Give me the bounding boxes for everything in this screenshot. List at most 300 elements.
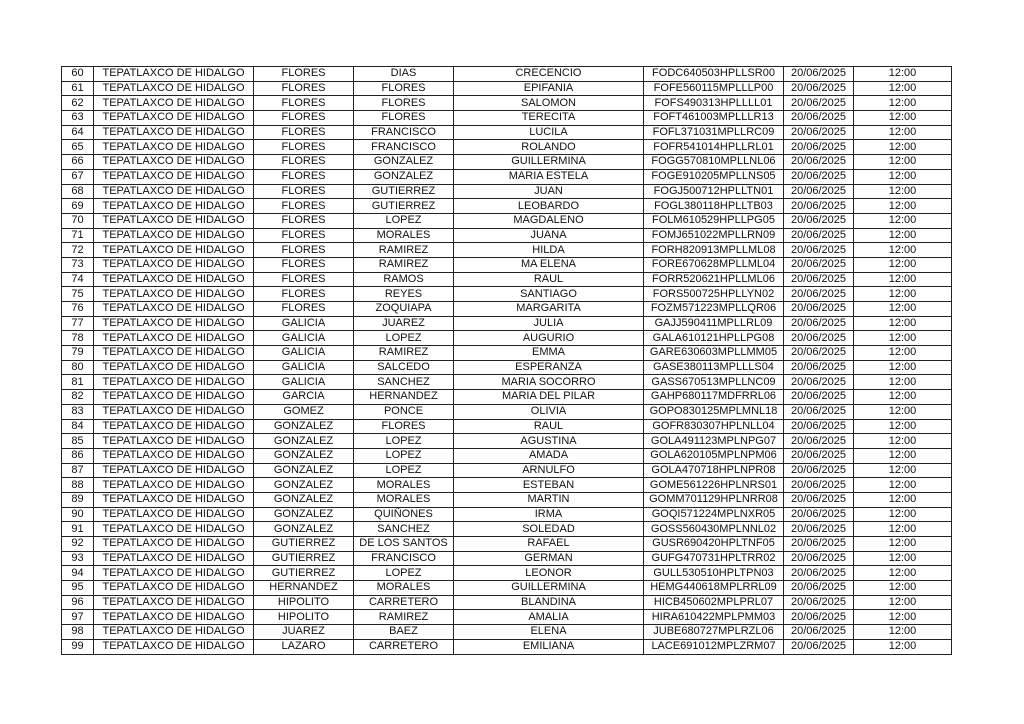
row-number-cell: 85 <box>62 434 94 449</box>
row-number-cell: 94 <box>62 566 94 581</box>
given-name-cell: ARNULFO <box>454 463 644 478</box>
locality-cell: TEPATLAXCO DE HIDALGO <box>94 610 254 625</box>
given-name-cell: ROLANDO <box>454 140 644 155</box>
row-number-cell: 62 <box>62 96 94 111</box>
curp-cell: GOFR830307HPLNLL04 <box>644 419 784 434</box>
date-cell: 20/06/2025 <box>784 566 854 581</box>
first-surname-cell: FLORES <box>254 199 354 214</box>
table-row <box>62 625 952 640</box>
given-name-cell: MA ELENA <box>454 257 644 272</box>
curp-cell: FOGE910205MPLLNS05 <box>644 169 784 184</box>
row-number-cell: 88 <box>62 478 94 493</box>
second-surname-cell: SALCEDO <box>354 360 454 375</box>
second-surname-cell: MORALES <box>354 478 454 493</box>
time-cell: 12:00 <box>854 287 952 302</box>
time-cell: 12:00 <box>854 375 952 390</box>
second-surname-cell: MORALES <box>354 492 454 507</box>
date-cell: 20/06/2025 <box>784 228 854 243</box>
time-cell: 12:00 <box>854 419 952 434</box>
locality-cell: TEPATLAXCO DE HIDALGO <box>94 243 254 258</box>
second-surname-cell: RAMIREZ <box>354 346 454 361</box>
second-surname-cell: QUIÑONES <box>354 507 454 522</box>
curp-cell: FOGG570810MPLLNL06 <box>644 155 784 170</box>
locality-cell: TEPATLAXCO DE HIDALGO <box>94 551 254 566</box>
curp-cell: FORE670628MPLLML04 <box>644 257 784 272</box>
given-name-cell: AMADA <box>454 448 644 463</box>
table-row <box>62 639 952 654</box>
curp-cell: FORH820913MPLLML08 <box>644 243 784 258</box>
curp-cell: HIRA610422MPLPMM03 <box>644 610 784 625</box>
locality-cell: TEPATLAXCO DE HIDALGO <box>94 302 254 317</box>
given-name-cell: RAUL <box>454 272 644 287</box>
table-row <box>62 566 952 581</box>
curp-cell: JUBE680727MPLRZL06 <box>644 625 784 640</box>
first-surname-cell: GUTIERREZ <box>254 537 354 552</box>
row-number-cell: 65 <box>62 140 94 155</box>
first-surname-cell: GARCIA <box>254 390 354 405</box>
locality-cell: TEPATLAXCO DE HIDALGO <box>94 537 254 552</box>
table-row <box>62 184 952 199</box>
table-row <box>62 346 952 361</box>
given-name-cell: GERMAN <box>454 551 644 566</box>
given-name-cell: ELENA <box>454 625 644 640</box>
date-cell: 20/06/2025 <box>784 419 854 434</box>
first-surname-cell: GONZALEZ <box>254 492 354 507</box>
first-surname-cell: GALICIA <box>254 316 354 331</box>
first-surname-cell: FLORES <box>254 81 354 96</box>
curp-cell: GOLA491123MPLNPG07 <box>644 434 784 449</box>
time-cell: 12:00 <box>854 96 952 111</box>
table-row <box>62 551 952 566</box>
time-cell: 12:00 <box>854 331 952 346</box>
locality-cell: TEPATLAXCO DE HIDALGO <box>94 199 254 214</box>
table-row <box>62 155 952 170</box>
first-surname-cell: GALICIA <box>254 346 354 361</box>
curp-cell: FOFE560115MPLLLP00 <box>644 81 784 96</box>
second-surname-cell: FRANCISCO <box>354 551 454 566</box>
date-cell: 20/06/2025 <box>784 316 854 331</box>
second-surname-cell: CARRETERO <box>354 595 454 610</box>
second-surname-cell: DIAS <box>354 67 454 82</box>
date-cell: 20/06/2025 <box>784 448 854 463</box>
locality-cell: TEPATLAXCO DE HIDALGO <box>94 434 254 449</box>
first-surname-cell: HIPOLITO <box>254 595 354 610</box>
curp-cell: GOLA620105MPLNPM06 <box>644 448 784 463</box>
curp-cell: LACE691012MPLZRM07 <box>644 639 784 654</box>
curp-cell: GULL530510HPLTPN03 <box>644 566 784 581</box>
time-cell: 12:00 <box>854 390 952 405</box>
row-number-cell: 71 <box>62 228 94 243</box>
date-cell: 20/06/2025 <box>784 81 854 96</box>
first-surname-cell: FLORES <box>254 257 354 272</box>
date-cell: 20/06/2025 <box>784 287 854 302</box>
second-surname-cell: MORALES <box>354 228 454 243</box>
time-cell: 12:00 <box>854 610 952 625</box>
date-cell: 20/06/2025 <box>784 522 854 537</box>
locality-cell: TEPATLAXCO DE HIDALGO <box>94 96 254 111</box>
row-number-cell: 90 <box>62 507 94 522</box>
locality-cell: TEPATLAXCO DE HIDALGO <box>94 111 254 126</box>
second-surname-cell: PONCE <box>354 404 454 419</box>
given-name-cell: MARTIN <box>454 492 644 507</box>
locality-cell: TEPATLAXCO DE HIDALGO <box>94 316 254 331</box>
second-surname-cell: MORALES <box>354 581 454 596</box>
time-cell: 12:00 <box>854 155 952 170</box>
given-name-cell: MARGARITA <box>454 302 644 317</box>
first-surname-cell: LAZARO <box>254 639 354 654</box>
second-surname-cell: GUTIERREZ <box>354 199 454 214</box>
locality-cell: TEPATLAXCO DE HIDALGO <box>94 625 254 640</box>
time-cell: 12:00 <box>854 111 952 126</box>
curp-cell: FOFL371031MPLLRC09 <box>644 125 784 140</box>
row-number-cell: 75 <box>62 287 94 302</box>
locality-cell: TEPATLAXCO DE HIDALGO <box>94 257 254 272</box>
given-name-cell: ESTEBAN <box>454 478 644 493</box>
given-name-cell: LEONOR <box>454 566 644 581</box>
given-name-cell: JUAN <box>454 184 644 199</box>
second-surname-cell: LOPEZ <box>354 434 454 449</box>
second-surname-cell: FLORES <box>354 419 454 434</box>
curp-cell: FOLM610529HPLLPG05 <box>644 213 784 228</box>
time-cell: 12:00 <box>854 257 952 272</box>
curp-cell: GOME561226HPLNRS01 <box>644 478 784 493</box>
table-row <box>62 243 952 258</box>
first-surname-cell: GONZALEZ <box>254 434 354 449</box>
second-surname-cell: RAMIREZ <box>354 610 454 625</box>
curp-cell: FORR520621HPLLML06 <box>644 272 784 287</box>
date-cell: 20/06/2025 <box>784 184 854 199</box>
date-cell: 20/06/2025 <box>784 331 854 346</box>
given-name-cell: JULIA <box>454 316 644 331</box>
date-cell: 20/06/2025 <box>784 111 854 126</box>
second-surname-cell: JUAREZ <box>354 316 454 331</box>
table-row <box>62 478 952 493</box>
second-surname-cell: LOPEZ <box>354 566 454 581</box>
curp-cell: HEMG440618MPLRRL09 <box>644 581 784 596</box>
table-row <box>62 67 952 82</box>
table-row <box>62 492 952 507</box>
locality-cell: TEPATLAXCO DE HIDALGO <box>94 639 254 654</box>
date-cell: 20/06/2025 <box>784 610 854 625</box>
date-cell: 20/06/2025 <box>784 169 854 184</box>
table-row <box>62 581 952 596</box>
curp-cell: GUSR690420HPLTNF05 <box>644 537 784 552</box>
time-cell: 12:00 <box>854 507 952 522</box>
time-cell: 12:00 <box>854 463 952 478</box>
given-name-cell: LEOBARDO <box>454 199 644 214</box>
time-cell: 12:00 <box>854 199 952 214</box>
table-row <box>62 125 952 140</box>
curp-cell: FOFS490313HPLLLL01 <box>644 96 784 111</box>
time-cell: 12:00 <box>854 302 952 317</box>
first-surname-cell: FLORES <box>254 228 354 243</box>
time-cell: 12:00 <box>854 639 952 654</box>
date-cell: 20/06/2025 <box>784 595 854 610</box>
second-surname-cell: ZOQUIAPA <box>354 302 454 317</box>
date-cell: 20/06/2025 <box>784 346 854 361</box>
date-cell: 20/06/2025 <box>784 639 854 654</box>
date-cell: 20/06/2025 <box>784 478 854 493</box>
second-surname-cell: RAMIREZ <box>354 257 454 272</box>
table-row <box>62 463 952 478</box>
row-number-cell: 67 <box>62 169 94 184</box>
row-number-cell: 72 <box>62 243 94 258</box>
curp-cell: GOPO830125MPLMNL18 <box>644 404 784 419</box>
time-cell: 12:00 <box>854 169 952 184</box>
given-name-cell: MAGDALENO <box>454 213 644 228</box>
curp-cell: GAHP680117MDFRRL06 <box>644 390 784 405</box>
time-cell: 12:00 <box>854 566 952 581</box>
first-surname-cell: GONZALEZ <box>254 463 354 478</box>
first-surname-cell: GONZALEZ <box>254 478 354 493</box>
date-cell: 20/06/2025 <box>784 463 854 478</box>
locality-cell: TEPATLAXCO DE HIDALGO <box>94 346 254 361</box>
time-cell: 12:00 <box>854 346 952 361</box>
locality-cell: TEPATLAXCO DE HIDALGO <box>94 522 254 537</box>
date-cell: 20/06/2025 <box>784 302 854 317</box>
curp-cell: FOFR541014HPLLRL01 <box>644 140 784 155</box>
row-number-cell: 87 <box>62 463 94 478</box>
date-cell: 20/06/2025 <box>784 140 854 155</box>
locality-cell: TEPATLAXCO DE HIDALGO <box>94 67 254 82</box>
time-cell: 12:00 <box>854 81 952 96</box>
date-cell: 20/06/2025 <box>784 155 854 170</box>
curp-cell: GALA610121HPLLPG08 <box>644 331 784 346</box>
table-row <box>62 390 952 405</box>
second-surname-cell: FRANCISCO <box>354 140 454 155</box>
table-row <box>62 140 952 155</box>
given-name-cell: SALOMON <box>454 96 644 111</box>
time-cell: 12:00 <box>854 581 952 596</box>
given-name-cell: IRMA <box>454 507 644 522</box>
row-number-cell: 64 <box>62 125 94 140</box>
table-row <box>62 375 952 390</box>
table-row <box>62 257 952 272</box>
given-name-cell: EPIFANIA <box>454 81 644 96</box>
second-surname-cell: FRANCISCO <box>354 125 454 140</box>
curp-cell: FOGJ500712HPLLTN01 <box>644 184 784 199</box>
date-cell: 20/06/2025 <box>784 96 854 111</box>
second-surname-cell: DE LOS SANTOS <box>354 537 454 552</box>
second-surname-cell: LOPEZ <box>354 463 454 478</box>
second-surname-cell: GONZALEZ <box>354 169 454 184</box>
time-cell: 12:00 <box>854 360 952 375</box>
first-surname-cell: FLORES <box>254 272 354 287</box>
table-row <box>62 228 952 243</box>
document-page <box>61 66 951 655</box>
locality-cell: TEPATLAXCO DE HIDALGO <box>94 404 254 419</box>
curp-cell: GOMM701129HPLNRR08 <box>644 492 784 507</box>
table-row <box>62 331 952 346</box>
table-row <box>62 404 952 419</box>
second-surname-cell: SANCHEZ <box>354 522 454 537</box>
given-name-cell: EMMA <box>454 346 644 361</box>
row-number-cell: 79 <box>62 346 94 361</box>
given-name-cell: JUANA <box>454 228 644 243</box>
time-cell: 12:00 <box>854 434 952 449</box>
table-row <box>62 507 952 522</box>
curp-cell: GASS670513MPLLNC09 <box>644 375 784 390</box>
given-name-cell: ESPERANZA <box>454 360 644 375</box>
first-surname-cell: FLORES <box>254 287 354 302</box>
locality-cell: TEPATLAXCO DE HIDALGO <box>94 375 254 390</box>
locality-cell: TEPATLAXCO DE HIDALGO <box>94 566 254 581</box>
first-surname-cell: GALICIA <box>254 331 354 346</box>
curp-cell: HICB450602MPLPRL07 <box>644 595 784 610</box>
locality-cell: TEPATLAXCO DE HIDALGO <box>94 463 254 478</box>
row-number-cell: 82 <box>62 390 94 405</box>
locality-cell: TEPATLAXCO DE HIDALGO <box>94 331 254 346</box>
first-surname-cell: GONZALEZ <box>254 522 354 537</box>
row-number-cell: 81 <box>62 375 94 390</box>
row-number-cell: 97 <box>62 610 94 625</box>
time-cell: 12:00 <box>854 522 952 537</box>
time-cell: 12:00 <box>854 551 952 566</box>
locality-cell: TEPATLAXCO DE HIDALGO <box>94 272 254 287</box>
given-name-cell: TERECITA <box>454 111 644 126</box>
first-surname-cell: FLORES <box>254 169 354 184</box>
time-cell: 12:00 <box>854 404 952 419</box>
first-surname-cell: JUAREZ <box>254 625 354 640</box>
given-name-cell: AMALIA <box>454 610 644 625</box>
locality-cell: TEPATLAXCO DE HIDALGO <box>94 595 254 610</box>
curp-cell: FOGL380118HPLLTB03 <box>644 199 784 214</box>
row-number-cell: 76 <box>62 302 94 317</box>
table-row <box>62 316 952 331</box>
first-surname-cell: HERNANDEZ <box>254 581 354 596</box>
second-surname-cell: FLORES <box>354 96 454 111</box>
given-name-cell: RAUL <box>454 419 644 434</box>
date-cell: 20/06/2025 <box>784 537 854 552</box>
given-name-cell: MARIA ESTELA <box>454 169 644 184</box>
row-number-cell: 69 <box>62 199 94 214</box>
time-cell: 12:00 <box>854 125 952 140</box>
given-name-cell: MARIA DEL PILAR <box>454 390 644 405</box>
second-surname-cell: RAMOS <box>354 272 454 287</box>
row-number-cell: 95 <box>62 581 94 596</box>
table-row <box>62 96 952 111</box>
given-name-cell: HILDA <box>454 243 644 258</box>
row-number-cell: 61 <box>62 81 94 96</box>
row-number-cell: 92 <box>62 537 94 552</box>
second-surname-cell: GONZALEZ <box>354 155 454 170</box>
row-number-cell: 63 <box>62 111 94 126</box>
date-cell: 20/06/2025 <box>784 507 854 522</box>
time-cell: 12:00 <box>854 625 952 640</box>
curp-cell: GOLA470718HPLNPR08 <box>644 463 784 478</box>
table-body <box>62 67 952 655</box>
second-surname-cell: FLORES <box>354 81 454 96</box>
row-number-cell: 99 <box>62 639 94 654</box>
curp-cell: FODC640503HPLLSR00 <box>644 67 784 82</box>
locality-cell: TEPATLAXCO DE HIDALGO <box>94 419 254 434</box>
curp-cell: GOQI571224MPLNXR05 <box>644 507 784 522</box>
row-number-cell: 74 <box>62 272 94 287</box>
curp-cell: GAJJ590411MPLLRL09 <box>644 316 784 331</box>
second-surname-cell: SANCHEZ <box>354 375 454 390</box>
second-surname-cell: RAMIREZ <box>354 243 454 258</box>
time-cell: 12:00 <box>854 595 952 610</box>
locality-cell: TEPATLAXCO DE HIDALGO <box>94 581 254 596</box>
locality-cell: TEPATLAXCO DE HIDALGO <box>94 213 254 228</box>
time-cell: 12:00 <box>854 140 952 155</box>
table-row <box>62 595 952 610</box>
curp-cell: GOSS560430MPLNNL02 <box>644 522 784 537</box>
time-cell: 12:00 <box>854 272 952 287</box>
given-name-cell: OLIVIA <box>454 404 644 419</box>
first-surname-cell: GONZALEZ <box>254 507 354 522</box>
date-cell: 20/06/2025 <box>784 243 854 258</box>
date-cell: 20/06/2025 <box>784 492 854 507</box>
given-name-cell: BLANDINA <box>454 595 644 610</box>
locality-cell: TEPATLAXCO DE HIDALGO <box>94 492 254 507</box>
first-surname-cell: FLORES <box>254 184 354 199</box>
curp-cell: GASE380113MPLLLS04 <box>644 360 784 375</box>
date-cell: 20/06/2025 <box>784 125 854 140</box>
curp-cell: FOFT461003MPLLLR13 <box>644 111 784 126</box>
row-number-cell: 60 <box>62 67 94 82</box>
curp-cell: FOMJ651022MPLLRN09 <box>644 228 784 243</box>
time-cell: 12:00 <box>854 67 952 82</box>
locality-cell: TEPATLAXCO DE HIDALGO <box>94 125 254 140</box>
date-cell: 20/06/2025 <box>784 375 854 390</box>
time-cell: 12:00 <box>854 243 952 258</box>
row-number-cell: 73 <box>62 257 94 272</box>
table-row <box>62 302 952 317</box>
locality-cell: TEPATLAXCO DE HIDALGO <box>94 287 254 302</box>
first-surname-cell: FLORES <box>254 96 354 111</box>
locality-cell: TEPATLAXCO DE HIDALGO <box>94 140 254 155</box>
row-number-cell: 89 <box>62 492 94 507</box>
time-cell: 12:00 <box>854 228 952 243</box>
date-cell: 20/06/2025 <box>784 360 854 375</box>
date-cell: 20/06/2025 <box>784 581 854 596</box>
given-name-cell: GUILLERMINA <box>454 155 644 170</box>
locality-cell: TEPATLAXCO DE HIDALGO <box>94 390 254 405</box>
row-number-cell: 78 <box>62 331 94 346</box>
time-cell: 12:00 <box>854 537 952 552</box>
row-number-cell: 68 <box>62 184 94 199</box>
date-cell: 20/06/2025 <box>784 434 854 449</box>
first-surname-cell: GONZALEZ <box>254 419 354 434</box>
table-row <box>62 272 952 287</box>
row-number-cell: 98 <box>62 625 94 640</box>
date-cell: 20/06/2025 <box>784 404 854 419</box>
date-cell: 20/06/2025 <box>784 390 854 405</box>
first-surname-cell: FLORES <box>254 67 354 82</box>
row-number-cell: 93 <box>62 551 94 566</box>
row-number-cell: 96 <box>62 595 94 610</box>
given-name-cell: LUCILA <box>454 125 644 140</box>
second-surname-cell: REYES <box>354 287 454 302</box>
given-name-cell: EMILIANA <box>454 639 644 654</box>
date-cell: 20/06/2025 <box>784 199 854 214</box>
first-surname-cell: GALICIA <box>254 360 354 375</box>
curp-cell: GUFG470731HPLTRR02 <box>644 551 784 566</box>
table-row <box>62 419 952 434</box>
given-name-cell: SOLEDAD <box>454 522 644 537</box>
time-cell: 12:00 <box>854 184 952 199</box>
second-surname-cell: GUTIERREZ <box>354 184 454 199</box>
date-cell: 20/06/2025 <box>784 257 854 272</box>
locality-cell: TEPATLAXCO DE HIDALGO <box>94 507 254 522</box>
given-name-cell: AGUSTINA <box>454 434 644 449</box>
locality-cell: TEPATLAXCO DE HIDALGO <box>94 81 254 96</box>
given-name-cell: RAFAEL <box>454 537 644 552</box>
first-surname-cell: GUTIERREZ <box>254 566 354 581</box>
second-surname-cell: LOPEZ <box>354 448 454 463</box>
row-number-cell: 77 <box>62 316 94 331</box>
